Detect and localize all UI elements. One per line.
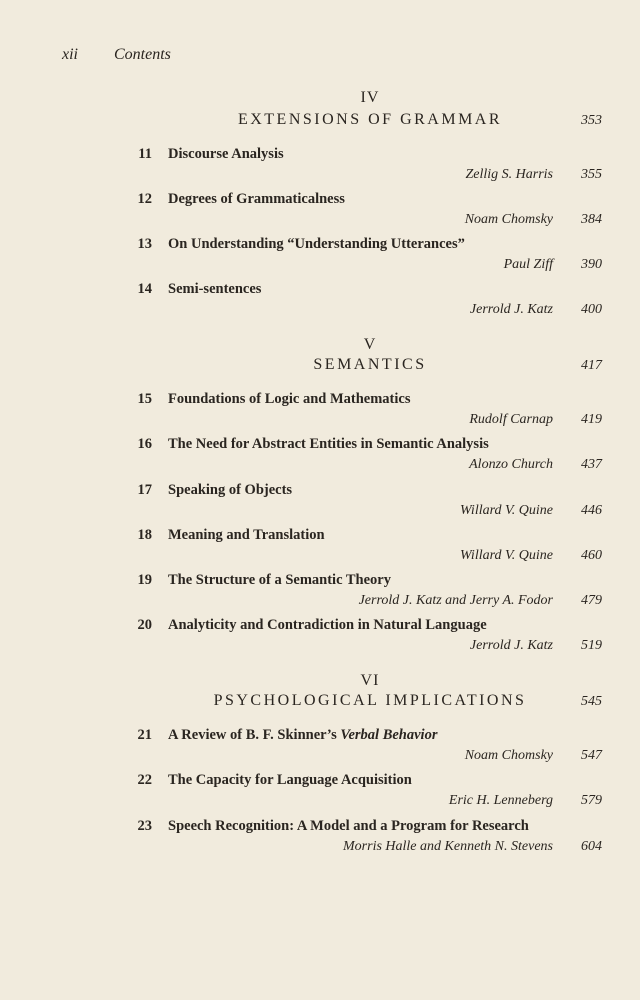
- chapter-page-number: 519: [581, 638, 602, 653]
- part-page-number: 545: [581, 694, 602, 709]
- chapter-page-number: 604: [581, 839, 602, 854]
- toc-entry[interactable]: [0, 727, 640, 771]
- chapter-page-number: 446: [581, 503, 602, 518]
- toc-entry[interactable]: [0, 281, 640, 325]
- chapter-number: 19: [137, 572, 152, 588]
- chapter-title: Speech Recognition: A Model and a Program for Research: [168, 818, 529, 834]
- toc-entry[interactable]: [0, 391, 640, 435]
- chapter-author: Willard V. Quine: [460, 548, 553, 563]
- folio: xii: [62, 46, 78, 63]
- chapter-author: Rudolf Carnap: [469, 412, 553, 427]
- chapter-title: Semi-sentences: [168, 281, 262, 297]
- chapter-page-number: 460: [581, 548, 602, 563]
- chapter-number: 16: [137, 436, 152, 452]
- toc-entry[interactable]: [0, 436, 640, 480]
- chapter-title: The Need for Abstract Entities in Semantic Analysis: [168, 436, 489, 452]
- chapter-number: 18: [137, 527, 152, 543]
- toc-entry[interactable]: [0, 482, 640, 526]
- part-numeral: V: [363, 336, 377, 353]
- chapter-page-number: 479: [581, 593, 602, 608]
- chapter-title: The Structure of a Semantic Theory: [168, 572, 391, 588]
- chapter-author: Willard V. Quine: [460, 503, 553, 518]
- chapter-number: 13: [137, 236, 152, 252]
- chapter-page-number: 390: [581, 257, 602, 272]
- toc-entry[interactable]: [0, 617, 640, 661]
- chapter-author: Eric H. Lenneberg: [448, 793, 553, 808]
- chapter-page-number: 579: [581, 793, 602, 808]
- chapter-number: 23: [137, 818, 152, 834]
- part-title: EXTENSIONS OF GRAMMAR: [237, 111, 503, 128]
- chapter-title: Speaking of Objects: [168, 482, 293, 498]
- part-page-number: 417: [581, 358, 602, 373]
- part-numeral: VI: [360, 672, 380, 689]
- chapter-author: Zellig S. Harris: [465, 167, 553, 182]
- chapter-author: Jerrold J. Katz: [469, 302, 553, 317]
- part-title: PSYCHOLOGICAL IMPLICATIONS: [213, 692, 527, 709]
- part-page-number: 353: [581, 113, 602, 128]
- toc-entry[interactable]: [0, 527, 640, 571]
- chapter-number: 21: [137, 727, 152, 743]
- chapter-title: Foundations of Logic and Mathematics: [168, 391, 411, 407]
- toc-entry[interactable]: [0, 191, 640, 235]
- chapter-number: 14: [137, 281, 152, 297]
- chapter-title: On Understanding “Understanding Utterances”: [168, 236, 465, 252]
- toc-entry[interactable]: [0, 236, 640, 280]
- chapter-number: 15: [137, 391, 152, 407]
- toc-entry[interactable]: [0, 146, 640, 190]
- chapter-author: Morris Halle and Kenneth N. Stevens: [343, 839, 553, 854]
- chapter-page-number: 400: [581, 302, 602, 317]
- running-head: [62, 46, 171, 64]
- chapter-title: The Capacity for Language Acquisition: [168, 772, 412, 788]
- chapter-title: Discourse Analysis: [168, 146, 284, 162]
- part-title: SEMANTICS: [313, 356, 427, 373]
- toc-entry[interactable]: [0, 772, 640, 816]
- chapter-number: 22: [137, 772, 152, 788]
- chapter-author: Jerrold J. Katz and Jerry A. Fodor: [358, 593, 553, 608]
- chapter-title: Degrees of Grammaticalness: [168, 191, 345, 207]
- chapter-title-text: A Review of B. F. Skinner’s: [168, 727, 341, 743]
- toc-entry[interactable]: [0, 818, 640, 862]
- chapter-number: 17: [137, 482, 152, 498]
- chapter-page-number: 437: [581, 457, 602, 472]
- chapter-author: Noam Chomsky: [464, 212, 553, 227]
- chapter-title-italic: Verbal Behavior: [340, 727, 438, 743]
- chapter-title: Analyticity and Contradiction in Natural Language: [168, 617, 487, 633]
- chapter-title: Meaning and Translation: [168, 527, 325, 543]
- chapter-page-number: 384: [581, 212, 602, 227]
- chapter-title: [168, 727, 437, 744]
- chapter-number: 12: [137, 191, 152, 207]
- chapter-page-number: 419: [581, 412, 602, 427]
- toc-entry[interactable]: [0, 572, 640, 616]
- chapter-author: Alonzo Church: [469, 457, 553, 472]
- chapter-page-number: 355: [581, 167, 602, 182]
- running-head-title: Contents: [114, 46, 171, 63]
- chapter-page-number: 547: [581, 748, 602, 763]
- chapter-number: 11: [138, 146, 152, 162]
- chapter-number: 20: [137, 617, 152, 633]
- chapter-author: Paul Ziff: [503, 257, 553, 272]
- chapter-author: Jerrold J. Katz: [469, 638, 553, 653]
- part-numeral: IV: [360, 89, 380, 106]
- chapter-author: Noam Chomsky: [464, 748, 553, 763]
